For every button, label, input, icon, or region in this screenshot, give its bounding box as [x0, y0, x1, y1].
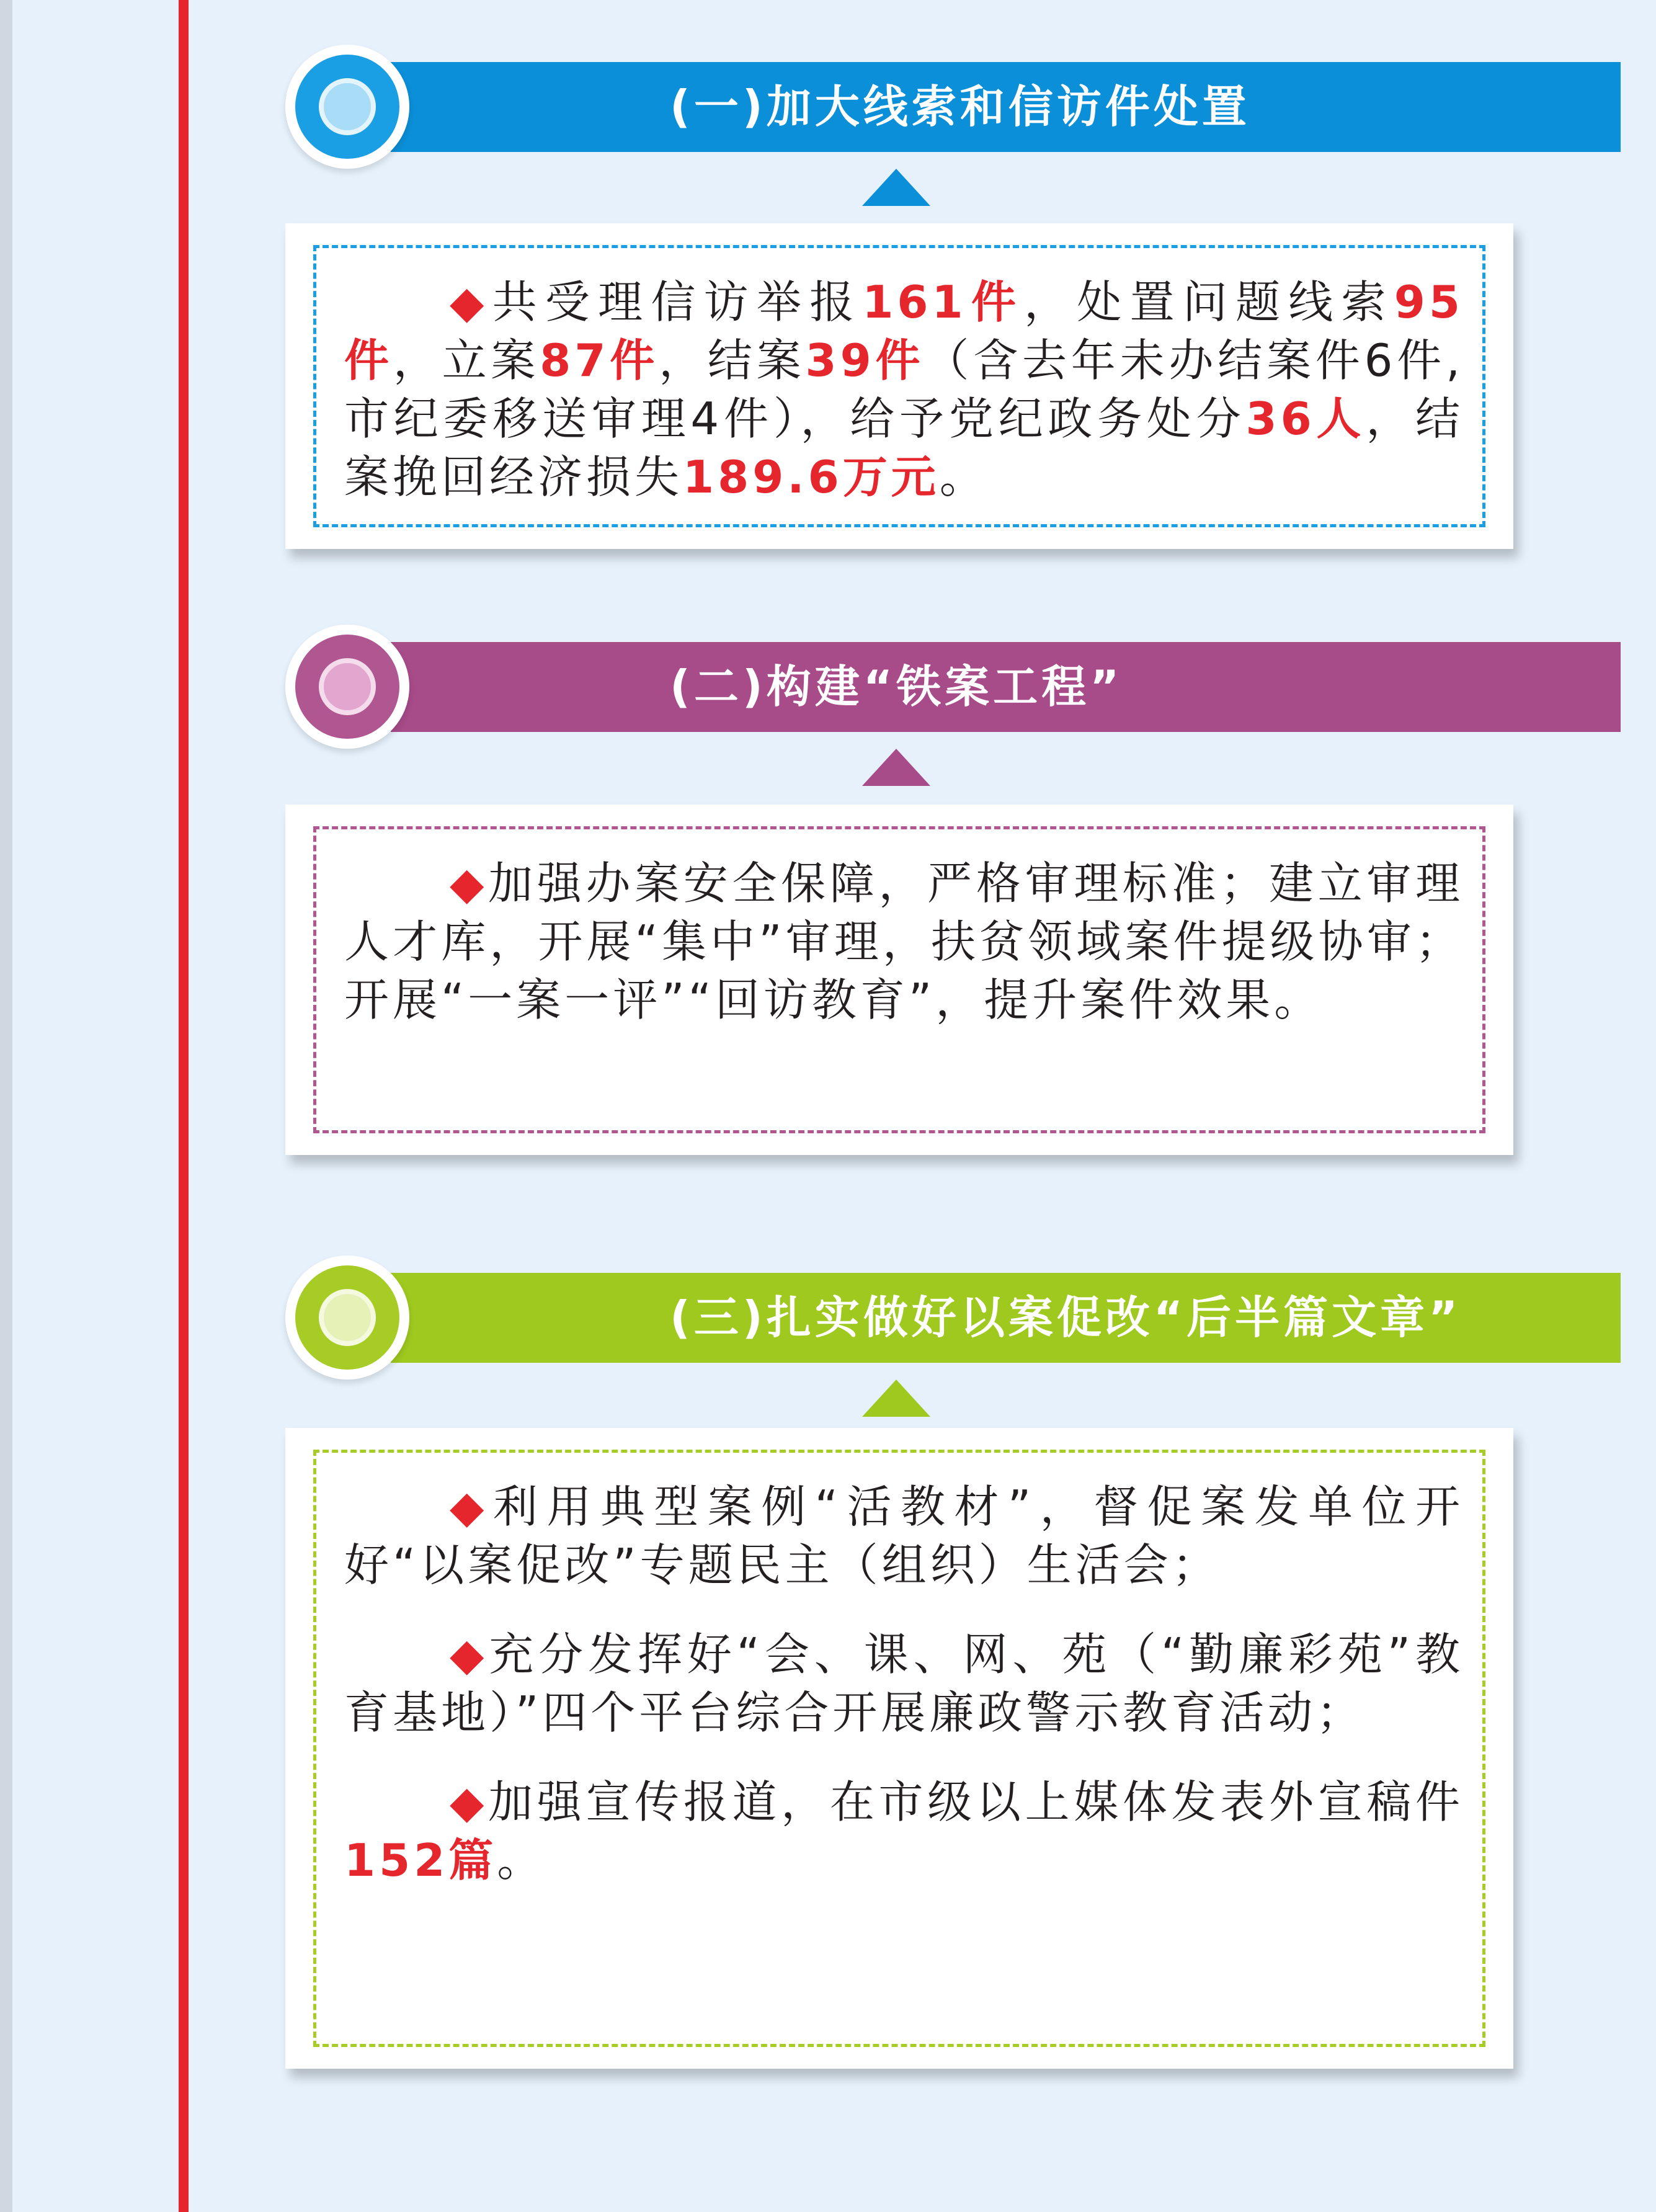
diamond-bullet-icon: ◆ — [450, 1481, 493, 1533]
diamond-bullet-icon: ◆ — [450, 1776, 489, 1828]
paragraph: ◆利用典型案例“活教材”，督促案发单位开好“以案促改”专题民主（组织）生活会； — [344, 1481, 1464, 1591]
section-2-title: (二)构建“铁案工程” — [391, 642, 1621, 732]
paragraph: ◆加强宣传报道，在市级以上媒体发表外宣稿件152篇。 — [344, 1776, 1464, 1886]
highlight-number: 152篇 — [344, 1834, 497, 1886]
diamond-bullet-icon: ◆ — [450, 1628, 489, 1680]
diamond-bullet-icon: ◆ — [450, 276, 492, 328]
section-1-title: (一)加大线索和信访件处置 — [391, 62, 1621, 152]
circle-badge-icon — [285, 45, 409, 169]
highlight-number: 189.6万元 — [683, 451, 940, 503]
highlight-number: 39件 — [805, 334, 925, 386]
triangle-pointer-icon — [862, 169, 930, 206]
dashed-frame — [313, 1450, 1485, 2047]
left-edge-strip — [0, 0, 12, 2212]
dashed-frame — [313, 826, 1485, 1133]
circle-badge-icon — [285, 1255, 409, 1380]
section-3-card — [285, 1428, 1513, 2069]
triangle-pointer-icon — [862, 1380, 930, 1417]
diamond-bullet-icon: ◆ — [450, 857, 489, 909]
section-3-banner — [285, 1273, 1513, 1447]
section-1-banner — [285, 62, 1513, 236]
dashed-frame — [313, 245, 1485, 527]
circle-badge-icon — [285, 625, 409, 749]
triangle-pointer-icon — [862, 749, 930, 786]
paragraph: ◆加强办案安全保障，严格审理标准；建立审理人才库，开展“集中”审理，扶贫领域案件提级协审；开展“一案一评”“回访教育”，提升案件效果。 — [344, 857, 1464, 1026]
section-1-card — [285, 223, 1513, 549]
paragraph: ◆充分发挥好“会、课、网、苑（“勤廉彩苑”教育基地）”四个平台综合开展廉政警示教育活动； — [344, 1628, 1464, 1739]
section-2-card — [285, 805, 1513, 1155]
section-2-banner — [285, 642, 1513, 816]
highlight-number: 87件 — [540, 334, 659, 386]
highlight-number: 161件 — [862, 276, 1025, 328]
paragraph: ◆共受理信访举报161件，处置问题线索95件，立案87件，结案39件（含去年未办结案件6件,市纪委移送审理4件），给予党纪政务处分36人，结案挽回经济损失189.6万元。 — [344, 276, 1464, 503]
highlight-number: 95件 — [344, 276, 1464, 386]
section-3-title: (三)扎实做好以案促改“后半篇文章” — [391, 1273, 1621, 1363]
red-vertical-rule — [179, 0, 189, 2212]
highlight-number: 36人 — [1245, 393, 1366, 445]
